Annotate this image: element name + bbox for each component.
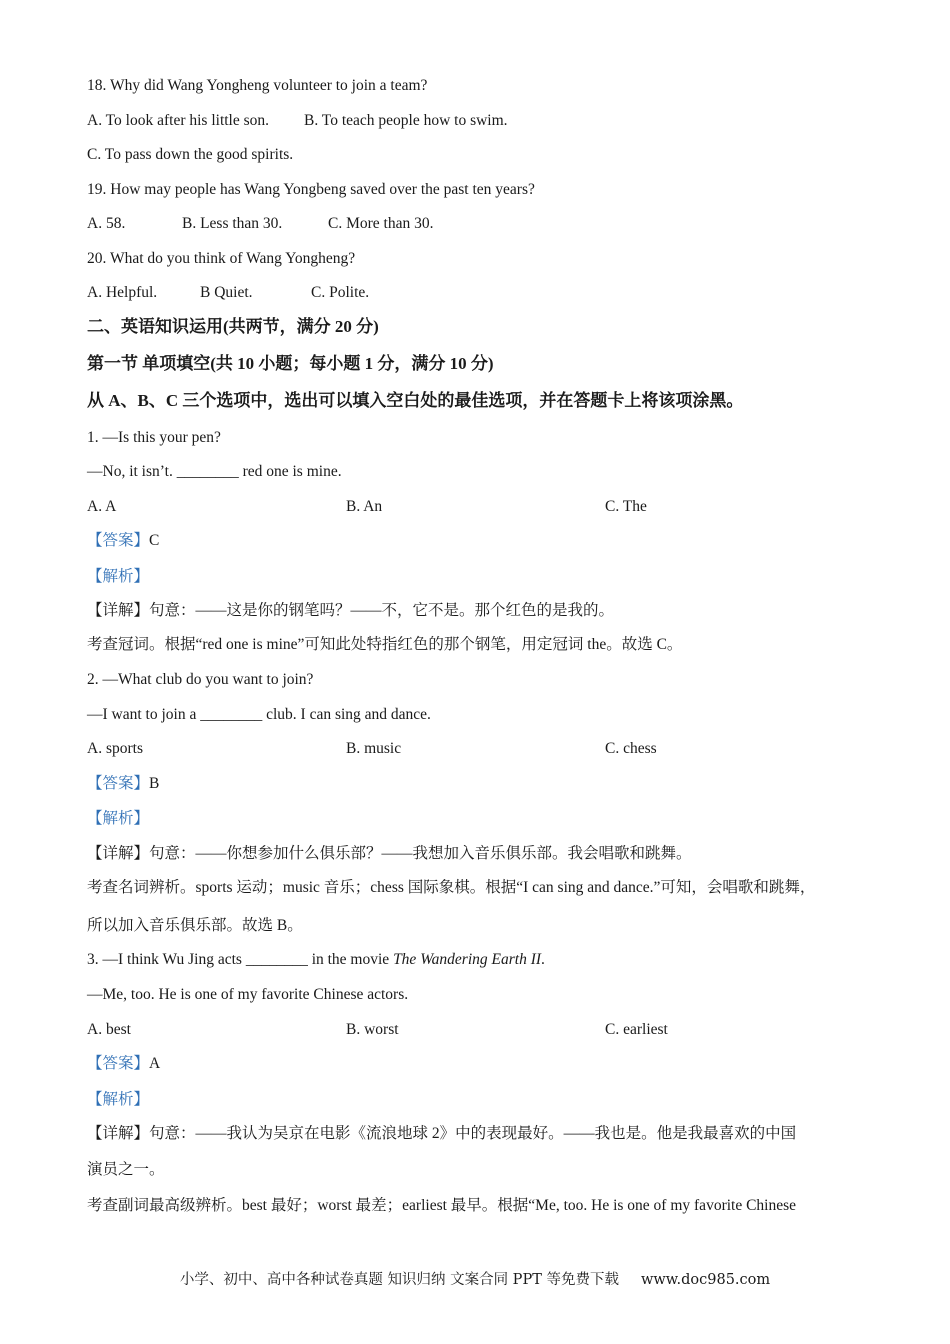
analysis-tag: 【解析】	[87, 568, 150, 585]
q20-option-b: B Quiet.	[200, 284, 253, 301]
item1-option-c: C. The	[605, 498, 647, 515]
item3-option-c: C. earliest	[605, 1021, 668, 1038]
q20-option-c: C. Polite.	[311, 284, 370, 301]
answer-value: B	[149, 775, 160, 792]
item3-options-row	[87, 1020, 887, 1040]
item3-analysis-tag	[87, 1090, 149, 1110]
item1-detail	[87, 601, 614, 621]
q19-option-a: A. 58.	[87, 215, 126, 232]
answer-tag: 【答案】	[87, 532, 150, 549]
item2-line2: —I want to join a ________ club. I can sing and dance.	[87, 706, 431, 723]
detail-text: 句意：——我认为吴京在电影《流浪地球 2》中的表现最好。——我也是。他是我最喜欢的中国	[149, 1125, 797, 1142]
detail-tag: 【详解】	[87, 845, 150, 862]
detail-text: 句意：——这是你的钢笔吗？——不，它不是。那个红色的是我的。	[149, 602, 615, 619]
item2-explain-2: 所以加入音乐俱乐部。故选 B。	[87, 917, 303, 934]
item2-option-a: A. sports	[87, 740, 143, 757]
item3-line1-text: 3. —I think Wu Jing acts ________ in the movie	[87, 951, 394, 968]
answer-value: C	[149, 532, 160, 549]
item1-analysis-tag	[87, 567, 149, 587]
item1-line1: 1. —Is this your pen?	[87, 429, 221, 446]
item2-line1: 2. —What club do you want to join?	[87, 671, 314, 688]
footer-text: 小学、初中、高中各种试卷真题 知识归纳 文案合同 PPT 等免费下载	[179, 1272, 619, 1288]
answer-value: A	[149, 1055, 161, 1072]
q19-option-c: C. More than 30.	[328, 215, 434, 232]
item1-line2: —No, it isn’t. ________ red one is mine.	[87, 463, 342, 480]
item3-line2: —Me, too. He is one of my favorite Chinese actors.	[87, 986, 409, 1003]
q20-options-row	[87, 283, 887, 303]
part-title: 第一节 单项填空(共 10 小题；每小题 1 分，满分 10 分)	[87, 354, 494, 373]
item3-option-b: B. worst	[346, 1021, 399, 1038]
section-title: 二、英语知识运用(共两节，满分 20 分)	[87, 317, 379, 336]
item2-answer	[87, 774, 159, 794]
analysis-tag: 【解析】	[87, 810, 150, 827]
answer-tag: 【答案】	[87, 1055, 150, 1072]
item3-line1-end: .	[541, 951, 545, 968]
footer-site-link[interactable]: www.doc985.com	[640, 1272, 771, 1288]
item1-answer	[87, 531, 159, 551]
item2-options-row	[87, 739, 887, 759]
answer-tag: 【答案】	[87, 775, 150, 792]
movie-title: The Wandering Earth II	[393, 951, 542, 968]
item3-explain: 考查副词最高级辨析。best 最好；worst 最差；earliest 最早。根据“Me, too. He is one of my favorite Chinese	[87, 1197, 797, 1214]
detail-text: 句意：——你想参加什么俱乐部？——我想加入音乐俱乐部。我会唱歌和跳舞。	[149, 845, 692, 862]
detail-tag: 【详解】	[87, 1125, 150, 1142]
q19-option-b: B. Less than 30.	[182, 215, 283, 232]
item3-detail	[87, 1124, 796, 1144]
q18-options-row-1	[87, 111, 887, 131]
q18-stem: 18. Why did Wang Yongheng volunteer to join a team?	[87, 77, 428, 94]
item2-analysis-tag	[87, 809, 149, 829]
page-footer	[0, 1270, 950, 1290]
item1-explain: 考查冠词。根据“red one is mine”可知此处特指红色的那个钢笔，用定冠词 the。故选 C。	[87, 636, 683, 653]
q19-options-row	[87, 214, 887, 234]
item2-option-b: B. music	[346, 740, 402, 757]
q18-option-c: C. To pass down the good spirits.	[87, 146, 294, 163]
item3-option-a: A. best	[87, 1021, 131, 1038]
detail-tag: 【详解】	[87, 602, 150, 619]
item3-line1	[87, 950, 545, 970]
item3-answer	[87, 1054, 160, 1074]
item1-option-a: A. A	[87, 498, 117, 515]
q18-option-b: B. To teach people how to swim.	[304, 112, 508, 129]
item2-option-c: C. chess	[605, 740, 657, 757]
q19-stem: 19. How may people has Wang Yongbeng saved over the past ten years?	[87, 181, 535, 198]
q20-option-a: A. Helpful.	[87, 284, 158, 301]
q20-stem: 20. What do you think of Wang Yongheng?	[87, 250, 356, 267]
section-instruction: 从 A、B、C 三个选项中，选出可以填入空白处的最佳选项，并在答题卡上将该项涂黑。	[87, 391, 744, 410]
item2-detail	[87, 844, 692, 864]
analysis-tag: 【解析】	[87, 1091, 150, 1108]
q18-option-a: A. To look after his little son.	[87, 112, 270, 129]
item1-options-row	[87, 497, 887, 517]
item2-explain-1: 考查名词辨析。sports 运动；music 音乐；chess 国际象棋。根据“I can sing and dance.”可知，会唱歌和跳舞，	[87, 879, 816, 896]
item3-detail-2: 演员之一。	[87, 1161, 165, 1178]
item1-option-b: B. An	[346, 498, 383, 515]
